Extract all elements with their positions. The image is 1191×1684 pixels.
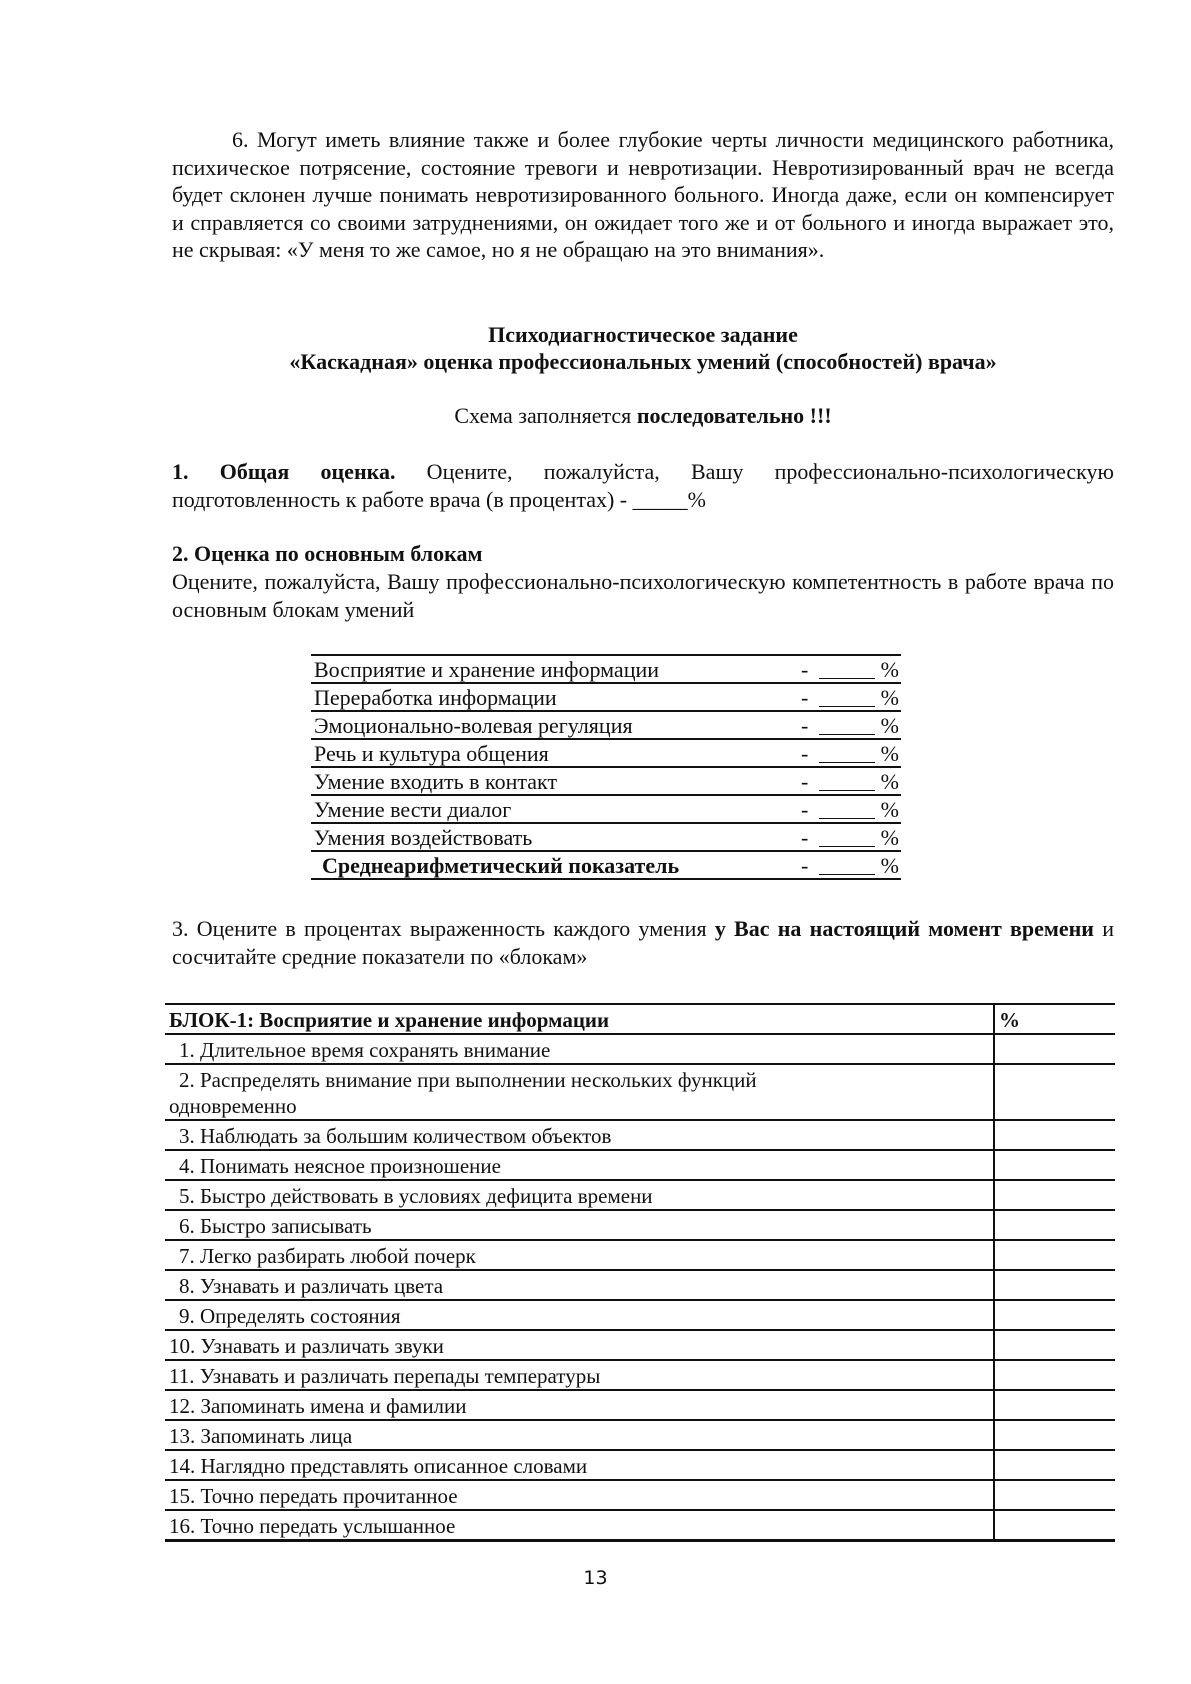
task-subtitle: «Каскадная» оценка профессиональных умений (способностей) врача»	[289, 349, 997, 374]
question-3-text: 3. Оцените в процентах выраженность каждого умения	[172, 916, 715, 941]
table-row	[165, 1210, 1115, 1240]
summary-percent: %	[880, 685, 899, 710]
question-1-text: Оцените, пожалуйста, Вашу профессионально-психологическую подготовленность к работе врача (в процентах) - _____%	[172, 459, 1114, 512]
instruction-text: Схема заполняется	[454, 403, 637, 428]
summary-label: Умение вести диалог	[314, 797, 512, 822]
summary-dash: -	[801, 741, 809, 766]
skill-item: 11. Узнавать и различать перепады температуры	[165, 1360, 994, 1390]
summary-dash: -	[801, 797, 809, 822]
summary-row	[311, 740, 901, 768]
skill-item-text: 2. Распределять внимание при выполнении нескольких функций	[179, 1068, 757, 1092]
table-row	[165, 1064, 1115, 1120]
skill-item: 9. Определять состояния	[165, 1300, 994, 1330]
table-row	[165, 1480, 1115, 1510]
summary-blank-field[interactable]	[819, 800, 875, 819]
percent-cell[interactable]	[994, 1450, 1115, 1480]
summary-label: Среднеарифметический показатель	[322, 853, 680, 878]
table-row	[165, 1450, 1115, 1480]
table-row	[165, 1330, 1115, 1360]
table-row	[165, 1360, 1115, 1390]
skill-item: 16. Точно передать услышанное	[165, 1510, 994, 1541]
summary-label: Эмоционально-волевая регуляция	[314, 713, 633, 738]
percent-cell[interactable]	[994, 1210, 1115, 1240]
summary-blank-field[interactable]	[819, 688, 875, 707]
percent-column-header: %	[994, 1004, 1115, 1034]
skill-item: 15. Точно передать прочитанное	[165, 1480, 994, 1510]
summary-percent: %	[880, 713, 899, 738]
summary-dash: -	[801, 853, 809, 878]
question-2-text: Оцените, пожалуйста, Вашу профессионально-психологическую компетентность в работе врача по основным блокам умений	[172, 569, 1114, 622]
skill-item: 1. Длительное время сохранять внимание	[165, 1034, 994, 1064]
summary-label: Умение входить в контакт	[314, 769, 558, 794]
skill-item-continuation: одновременно	[169, 1094, 297, 1118]
percent-cell[interactable]	[994, 1360, 1115, 1390]
summary-percent: %	[880, 769, 899, 794]
summary-dash: -	[801, 825, 809, 850]
paragraph-6: 6. Могут иметь влияние также и более глубокие черты личности медицинского работника, психическое потрясение, состояние тревоги и невротизации. Невротизированный врач не всегда будет склонен лучше понимать невротизированного больного. Иногда даже, если он компенсирует и справляется со своими затруднениями, он ожидает того же и от больного и иногда выражает это, не скрывая: «У меня то же самое, но я не обращаю на это внимания».	[172, 127, 1114, 262]
percent-cell[interactable]	[994, 1420, 1115, 1450]
table-row	[165, 1034, 1115, 1064]
percent-cell[interactable]	[994, 1300, 1115, 1330]
percent-cell[interactable]	[994, 1150, 1115, 1180]
percent-cell[interactable]	[994, 1034, 1115, 1064]
summary-label: Речь и культура общения	[314, 741, 549, 766]
skill-item: 7. Легко разбирать любой почерк	[165, 1240, 994, 1270]
table-row	[165, 1510, 1115, 1541]
question-3	[172, 915, 1114, 970]
skill-item: 13. Запоминать лица	[165, 1420, 994, 1450]
percent-cell[interactable]	[994, 1120, 1115, 1150]
block-1-header-row	[165, 1004, 1115, 1034]
table-row	[165, 1120, 1115, 1150]
table-row	[165, 1150, 1115, 1180]
summary-row	[311, 712, 901, 740]
instruction-emphasis: последовательно !!!	[636, 403, 832, 428]
summary-row-average	[311, 852, 901, 880]
skill-item: 12. Запоминать имена и фамилии	[165, 1390, 994, 1420]
summary-blank-field[interactable]	[819, 660, 875, 679]
summary-dash: -	[801, 685, 809, 710]
summary-blank-field[interactable]	[819, 828, 875, 847]
table-row	[165, 1420, 1115, 1450]
percent-cell[interactable]	[994, 1270, 1115, 1300]
percent-cell[interactable]	[994, 1510, 1115, 1541]
summary-label: Восприятие и хранение информации	[314, 657, 660, 682]
block-summary-table	[311, 654, 901, 880]
question-3-text-end: и сосчитайте средние показатели по «блокам»	[172, 916, 1114, 969]
summary-row	[311, 796, 901, 824]
summary-dash: -	[801, 769, 809, 794]
summary-percent: %	[880, 741, 899, 766]
skill-item: 14. Наглядно представлять описанное словами	[165, 1450, 994, 1480]
question-1	[172, 458, 1114, 513]
summary-percent: %	[880, 853, 899, 878]
skill-item: 8. Узнавать и различать цвета	[165, 1270, 994, 1300]
summary-row	[311, 768, 901, 796]
question-2-heading: 2. Оценка по основным блокам	[172, 541, 483, 566]
summary-blank-field[interactable]	[819, 772, 875, 791]
summary-dash: -	[801, 713, 809, 738]
summary-percent: %	[880, 825, 899, 850]
summary-row	[311, 824, 901, 852]
skill-item: 6. Быстро записывать	[165, 1210, 994, 1240]
summary-label: Умения воздействовать	[314, 825, 533, 850]
summary-dash: -	[801, 657, 809, 682]
percent-cell[interactable]	[994, 1240, 1115, 1270]
skill-item	[165, 1064, 994, 1120]
summary-blank-field[interactable]	[819, 716, 875, 735]
summary-blank-field[interactable]	[819, 744, 875, 763]
summary-percent: %	[880, 797, 899, 822]
skill-item: 5. Быстро действовать в условиях дефицита времени	[165, 1180, 994, 1210]
summary-percent: %	[880, 657, 899, 682]
task-instruction	[172, 402, 1114, 429]
table-row	[165, 1300, 1115, 1330]
summary-label: Переработка информации	[314, 685, 557, 710]
percent-cell[interactable]	[994, 1330, 1115, 1360]
table-row	[165, 1390, 1115, 1420]
skill-item: 3. Наблюдать за большим количеством объектов	[165, 1120, 994, 1150]
block-1-header: БЛОК-1: Восприятие и хранение информации	[165, 1004, 994, 1034]
block-1-table	[165, 1003, 1115, 1542]
summary-row	[311, 656, 901, 684]
percent-cell[interactable]	[994, 1180, 1115, 1210]
question-1-heading: 1. Общая оценка.	[172, 459, 396, 484]
skill-item: 4. Понимать неясное произношение	[165, 1150, 994, 1180]
page-number: 13	[583, 1567, 608, 1589]
task-title: Психодиагностическое задание	[488, 322, 798, 347]
question-3-emphasis: у Вас на настоящий момент времени	[714, 916, 1094, 941]
table-row	[165, 1180, 1115, 1210]
table-row	[165, 1270, 1115, 1300]
skill-item: 10. Узнавать и различать звуки	[165, 1330, 994, 1360]
percent-cell[interactable]	[994, 1480, 1115, 1510]
percent-cell[interactable]	[994, 1390, 1115, 1420]
summary-blank-field[interactable]	[819, 856, 875, 875]
percent-cell[interactable]	[994, 1064, 1115, 1120]
table-row	[165, 1240, 1115, 1270]
summary-row	[311, 684, 901, 712]
